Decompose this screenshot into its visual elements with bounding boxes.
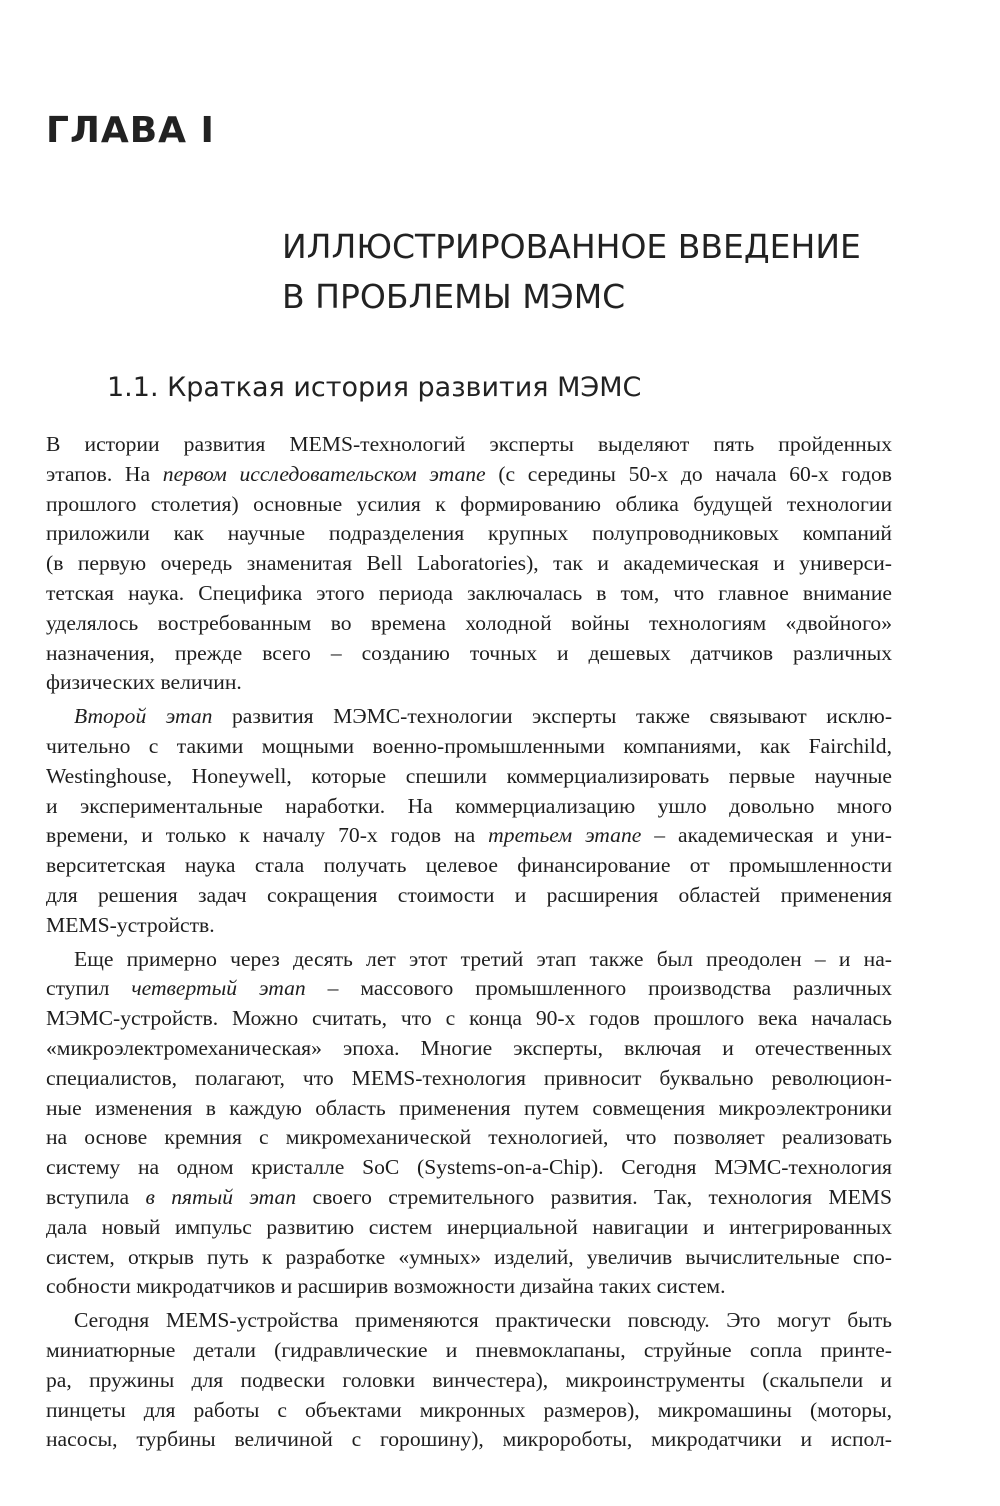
text-line <box>46 1004 892 1034</box>
text-line <box>46 430 892 460</box>
text-line <box>46 668 892 698</box>
paragraph-2 <box>46 702 892 940</box>
chapter-title <box>282 222 861 322</box>
text-run: тетская наука. Специфика этого периода заключалась в том, что главное внимание <box>46 580 892 605</box>
text-run: специалистов, полагают, что MEMS-технология привносит буквально революцион- <box>46 1065 892 1090</box>
text-line <box>46 732 892 762</box>
text-run: назначения, прежде всего – созданию точных и дешевых датчиков различных <box>46 640 892 665</box>
text-run: вступила <box>46 1184 146 1209</box>
text-run: приложили как научные подразделения крупных полупроводниковых компаний <box>46 521 892 546</box>
text-line <box>46 1094 892 1124</box>
text-line <box>46 792 892 822</box>
text-run: «микроэлектромеханическая» эпоха. Многие эксперты, включая и отечественных <box>46 1035 892 1060</box>
text-line <box>46 851 892 881</box>
text-line <box>46 1272 892 1302</box>
text-run: миниатюрные детали (гидравлические и пневмоклапаны, струйные сопла принте- <box>46 1337 892 1362</box>
text-line <box>46 762 892 792</box>
text-run: систему на одном кристалле SoC (Systems-on-a-Chip). Сегодня МЭМС-технология <box>46 1155 892 1180</box>
text-run: насосы, турбины величиной с горошину), микророботы, микродатчики и испол- <box>46 1427 892 1452</box>
text-run: ра, пружины для подвески головки винчестера), микроинструменты (скальпели и <box>46 1367 892 1392</box>
text-run: дала новый импульс развитию систем инерциальной навигации и интегрированных <box>46 1214 892 1239</box>
text-line <box>46 974 892 1004</box>
text-run: времени, и только к началу 70-х годов на <box>46 823 489 848</box>
section-title: 1.1. Краткая история развития МЭМС <box>107 372 642 403</box>
text-run: этапов. На <box>46 461 163 486</box>
text-line <box>46 881 892 911</box>
paragraph-3 <box>46 945 892 1303</box>
text-run: систем, открыв путь к разработке «умных» изделий, увеличив вычислительные спо- <box>46 1244 892 1269</box>
text-run: (с середины 50-х до начала 60-х годов <box>485 461 892 486</box>
text-line <box>46 549 892 579</box>
chapter-title-line-2: В ПРОБЛЕМЫ МЭМС <box>282 277 626 316</box>
text-line <box>46 911 892 941</box>
text-run: МЭМС-устройств. Можно считать, что с конца 90-х годов прошлого века началась <box>46 1006 892 1031</box>
text-run: Westinghouse, Honeywell, которые спешили коммерциализировать первые научные <box>46 763 892 788</box>
text-line <box>46 1243 892 1273</box>
text-line <box>46 1213 892 1243</box>
text-run: своего стремительного развития. Так, технология MEMS <box>296 1184 892 1209</box>
text-run: Еще примерно через десять лет этот третий этап также был преодолен – и на- <box>74 946 892 971</box>
chapter-title-line-1: ИЛЛЮСТРИРОВАННОЕ ВВЕДЕНИЕ <box>282 227 861 266</box>
text-line <box>46 945 892 975</box>
text-run: собности микродатчиков и расширив возможности дизайна таких систем. <box>46 1274 726 1299</box>
text-line <box>46 1336 892 1366</box>
text-line <box>46 702 892 732</box>
emphasis: первом исследовательском этапе <box>162 461 486 486</box>
text-run: физических величин. <box>46 670 242 695</box>
text-run: верситетская наука стала получать целевое финансирование от промышленности <box>46 853 892 878</box>
emphasis: четвертый этап <box>131 976 306 1001</box>
text-run: и экспериментальные наработки. На коммерциализацию ушло довольно много <box>46 793 892 818</box>
text-run: прошлого столетия) основные усилия к формированию облика будущей технологии <box>46 491 892 516</box>
emphasis: третьем этапе <box>488 823 642 848</box>
text-run: ные изменения в каждую область применения путем совмещения микроэлектроники <box>46 1095 892 1120</box>
body-text <box>46 430 892 1455</box>
text-run: – массового промышленного производства различных <box>305 976 892 1001</box>
emphasis: Второй этап <box>74 704 213 729</box>
paragraph-1 <box>46 430 892 698</box>
text-line <box>46 1396 892 1426</box>
text-line <box>46 1425 892 1455</box>
text-run: – академическая и уни- <box>641 823 892 848</box>
text-line <box>46 1123 892 1153</box>
text-line <box>46 1366 892 1396</box>
text-run: чительно с такими мощными военно-промышленными компаниями, как Fairchild, <box>46 733 892 758</box>
text-run: Сегодня MEMS-устройства применяются практически повсюду. Это могут быть <box>74 1308 892 1333</box>
text-line <box>46 821 892 851</box>
text-run: на основе кремния с микромеханической технологией, что позволяет реализовать <box>46 1125 892 1150</box>
paragraph-4 <box>46 1306 892 1455</box>
chapter-label: ГЛАВА I <box>46 110 215 151</box>
text-run: развития МЭМС-технологии эксперты также связывают исклю- <box>212 704 893 729</box>
text-line <box>46 609 892 639</box>
text-run: (в первую очередь знаменитая Bell Laboratories), так и академическая и универси- <box>46 551 892 576</box>
text-line <box>46 1183 892 1213</box>
text-run: для решения задач сокращения стоимости и расширения областей применения <box>46 882 892 907</box>
text-run: пинцеты для работы с объектами микронных размеров), микромашины (моторы, <box>46 1397 892 1422</box>
text-run: уделялось востребованным во времена холодной войны технологиям «двойного» <box>46 610 892 635</box>
text-run: В истории развития MEMS-технологий эксперты выделяют пять пройденных <box>46 432 892 456</box>
text-run: ступил <box>46 976 132 1001</box>
text-line <box>46 460 892 490</box>
text-line <box>46 1153 892 1183</box>
text-line <box>46 1034 892 1064</box>
text-line <box>46 519 892 549</box>
text-line <box>46 1064 892 1094</box>
text-run: MEMS-устройств. <box>46 912 215 937</box>
text-line <box>46 1306 892 1336</box>
text-line <box>46 579 892 609</box>
emphasis: в пятый этап <box>145 1184 297 1209</box>
text-line <box>46 639 892 669</box>
text-line <box>46 490 892 520</box>
